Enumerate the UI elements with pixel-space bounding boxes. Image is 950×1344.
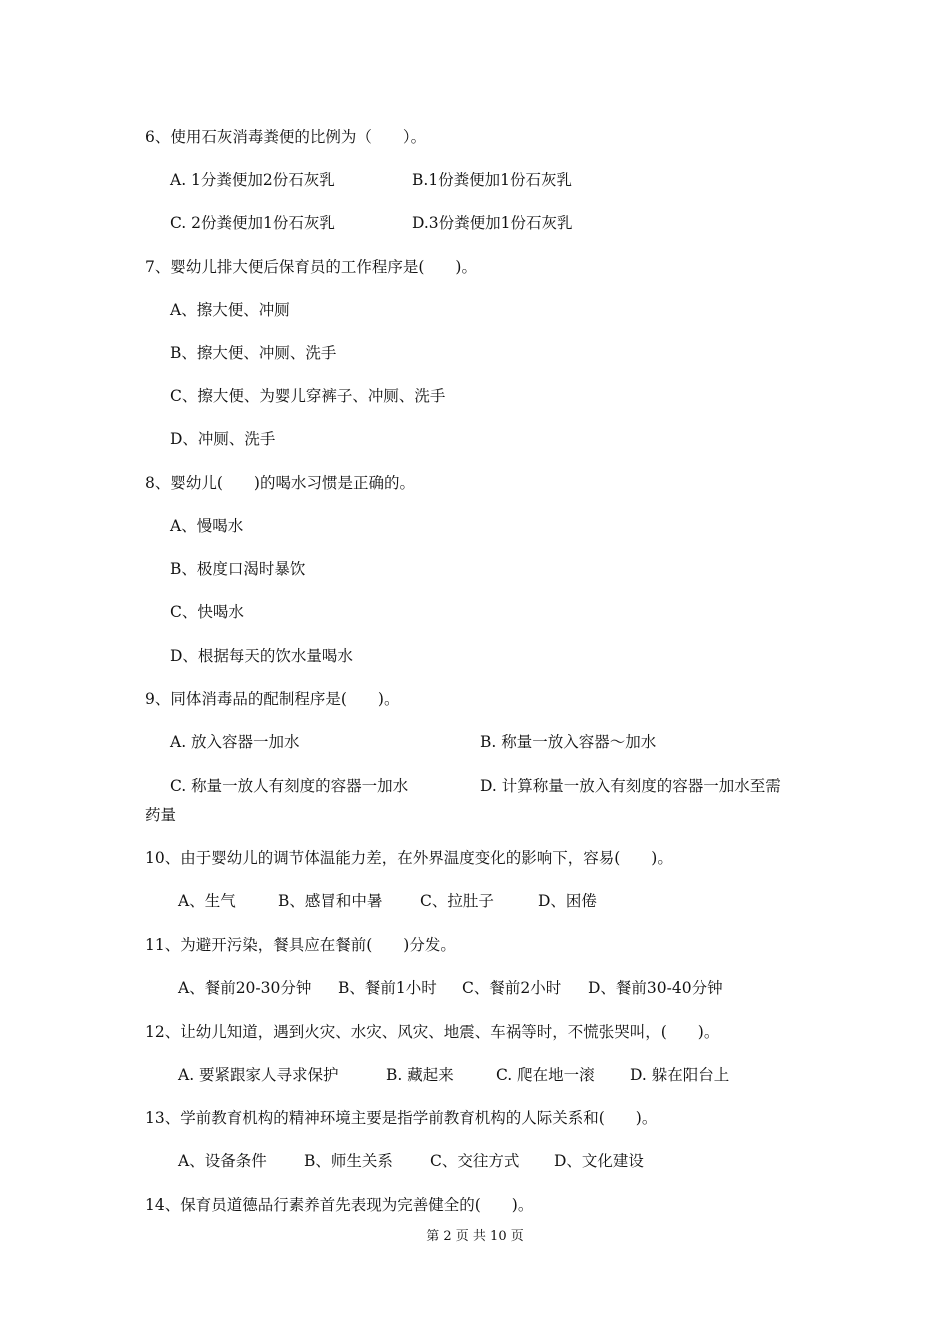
option-c: C. 称量一放人有刻度的容器一加水 (170, 777, 409, 795)
option-c: C、交往方式 (430, 1152, 520, 1170)
option-b: B、擦大便、冲厕、洗手 (170, 344, 337, 362)
question-stem: 9、同体消毒品的配制程序是( )。 (145, 690, 400, 708)
option-b: B、极度口渴时暴饮 (170, 560, 306, 578)
option-d: D. 躲在阳台上 (630, 1066, 730, 1084)
option-c: C. 爬在地一滚 (496, 1066, 595, 1084)
option-c: C、擦大便、为婴儿穿裤子、冲厕、洗手 (170, 387, 446, 405)
page-number: 第 2 页 共 10 页 (426, 1229, 524, 1244)
option-continuation: 药量 (145, 806, 177, 824)
question-stem: 13、学前教育机构的精神环境主要是指学前教育机构的人际关系和( )。 (145, 1109, 658, 1127)
question-stem: 11、为避开污染，餐具应在餐前( )分发。 (145, 936, 456, 954)
option-a: A、餐前20-30分钟 (178, 979, 312, 997)
option-b: B、师生关系 (304, 1152, 393, 1170)
option-d: D.3份粪便加1份石灰乳 (412, 214, 573, 232)
option-a: A、设备条件 (178, 1152, 267, 1170)
question-stem: 10、由于婴幼儿的调节体温能力差，在外界温度变化的影响下，容易( )。 (145, 849, 673, 867)
option-d: D、根据每天的饮水量喝水 (170, 647, 353, 665)
option-b: B、餐前1小时 (338, 979, 437, 997)
question-stem: 7、婴幼儿排大便后保育员的工作程序是( )。 (145, 258, 477, 276)
question-stem: 12、让幼儿知道，遇到火灾、水灾、风灾、地震、车祸等时，不慌张哭叫，( )。 (145, 1023, 720, 1041)
question-stem: 6、使用石灰消毒粪便的比例为（ ）。 (145, 128, 427, 146)
option-c: C. 2份粪便加1份石灰乳 (170, 214, 335, 232)
option-c: C、拉肚子 (420, 892, 494, 910)
option-a: A、擦大便、冲厕 (170, 301, 290, 319)
option-a: A. 放入容器一加水 (170, 733, 300, 751)
option-b: B. 称量一放入容器～加水 (480, 733, 657, 751)
question-stem: 14、保育员道德品行素养首先表现为完善健全的( )。 (145, 1196, 534, 1214)
option-a: A. 1分粪便加2份石灰乳 (170, 171, 335, 189)
option-d: D. 计算称量一放入有刻度的容器一加水至需 (480, 777, 781, 795)
question-stem: 8、婴幼儿( )的喝水习惯是正确的。 (145, 474, 415, 492)
option-b: B.1份粪便加1份石灰乳 (412, 171, 573, 189)
option-c: C、快喝水 (170, 603, 244, 621)
option-b: B. 藏起来 (386, 1066, 454, 1084)
option-d: D、困倦 (538, 892, 597, 910)
option-c: C、餐前2小时 (462, 979, 562, 997)
option-b: B、感冒和中暑 (278, 892, 383, 910)
option-d: D、文化建设 (554, 1152, 644, 1170)
option-a: A、生气 (178, 892, 236, 910)
option-d: D、冲厕、洗手 (170, 430, 276, 448)
option-a: A、慢喝水 (170, 517, 244, 535)
option-a: A. 要紧跟家人寻求保护 (178, 1066, 339, 1084)
option-d: D、餐前30-40分钟 (588, 979, 723, 997)
